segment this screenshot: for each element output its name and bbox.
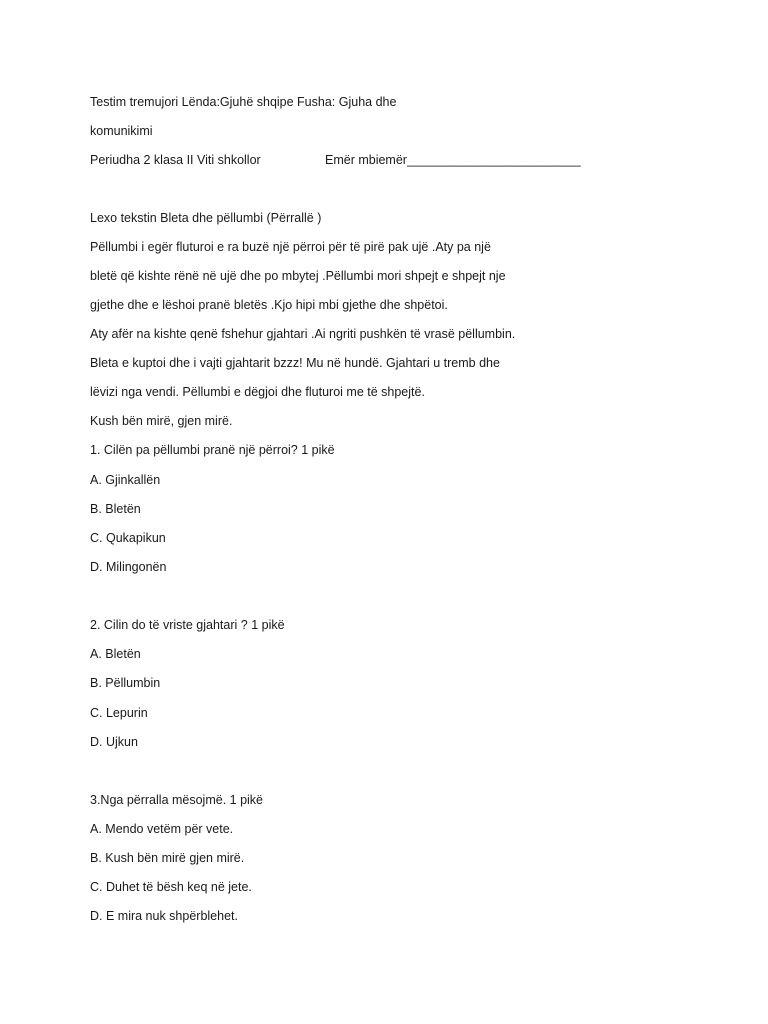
question-3-option-b: B. Kush bën mirë gjen mirë. xyxy=(90,851,245,865)
header-period: Periudha 2 klasa II Viti shkollor xyxy=(90,153,261,167)
question-2: 2. Cilin do të vriste gjahtari ? 1 pikë xyxy=(90,618,285,632)
question-3-option-c: C. Duhet të bësh keq në jete. xyxy=(90,880,252,894)
question-3-option-d: D. E mira nuk shpërblehet. xyxy=(90,909,238,923)
question-2-option-c: C. Lepurin xyxy=(90,706,148,720)
reading-moral: Kush bën mirë, gjen mirë. xyxy=(90,414,233,428)
question-1-option-b: B. Bletën xyxy=(90,502,141,516)
reading-line: gjethe dhe e lëshoi pranë bletës .Kjo hipi mbi gjethe dhe shpëtoi. xyxy=(90,298,448,312)
question-1-option-d: D. Milingonën xyxy=(90,560,167,574)
question-2-option-a: A. Bletën xyxy=(90,647,141,661)
question-2-option-d: D. Ujkun xyxy=(90,735,138,749)
question-3-option-a: A. Mendo vetëm për vete. xyxy=(90,822,234,836)
question-1-option-a: A. Gjinkallën xyxy=(90,473,161,487)
question-1-option-c: C. Qukapikun xyxy=(90,531,166,545)
reading-line: Pëllumbi i egër fluturoi e ra buzë një përroi për të pirë pak ujë .Aty pa një xyxy=(90,240,491,254)
reading-line: lëvizi nga vendi. Pëllumbi e dëgjoi dhe fluturoi me të shpejtë. xyxy=(90,385,425,399)
reading-instruction: Lexo tekstin Bleta dhe pëllumbi (Përrallë ) xyxy=(90,211,322,225)
header-title: Testim tremujori Lënda:Gjuhë shqipe Fusha: Gjuha dhe xyxy=(90,95,397,109)
reading-line: Aty afër na kishte qenë fshehur gjahtari .Ai ngriti pushkën të vrasë pëllumbin. xyxy=(90,327,516,341)
question-2-option-b: B. Pëllumbin xyxy=(90,676,161,690)
reading-line: Bleta e kuptoi dhe i vajti gjahtarit bzzz! Mu në hundë. Gjahtari u tremb dhe xyxy=(90,356,500,370)
reading-line: bletë që kishte rënë në ujë dhe po mbytej .Pëllumbi mori shpejt e shpejt nje xyxy=(90,269,506,283)
name-field: Emër mbiemër_________________________ xyxy=(325,153,581,167)
question-1: 1. Cilën pa pëllumbi pranë një përroi? 1 pikë xyxy=(90,443,335,457)
question-3: 3.Nga përralla mësojmë. 1 pikë xyxy=(90,793,263,807)
header-subject: komunikimi xyxy=(90,124,153,138)
